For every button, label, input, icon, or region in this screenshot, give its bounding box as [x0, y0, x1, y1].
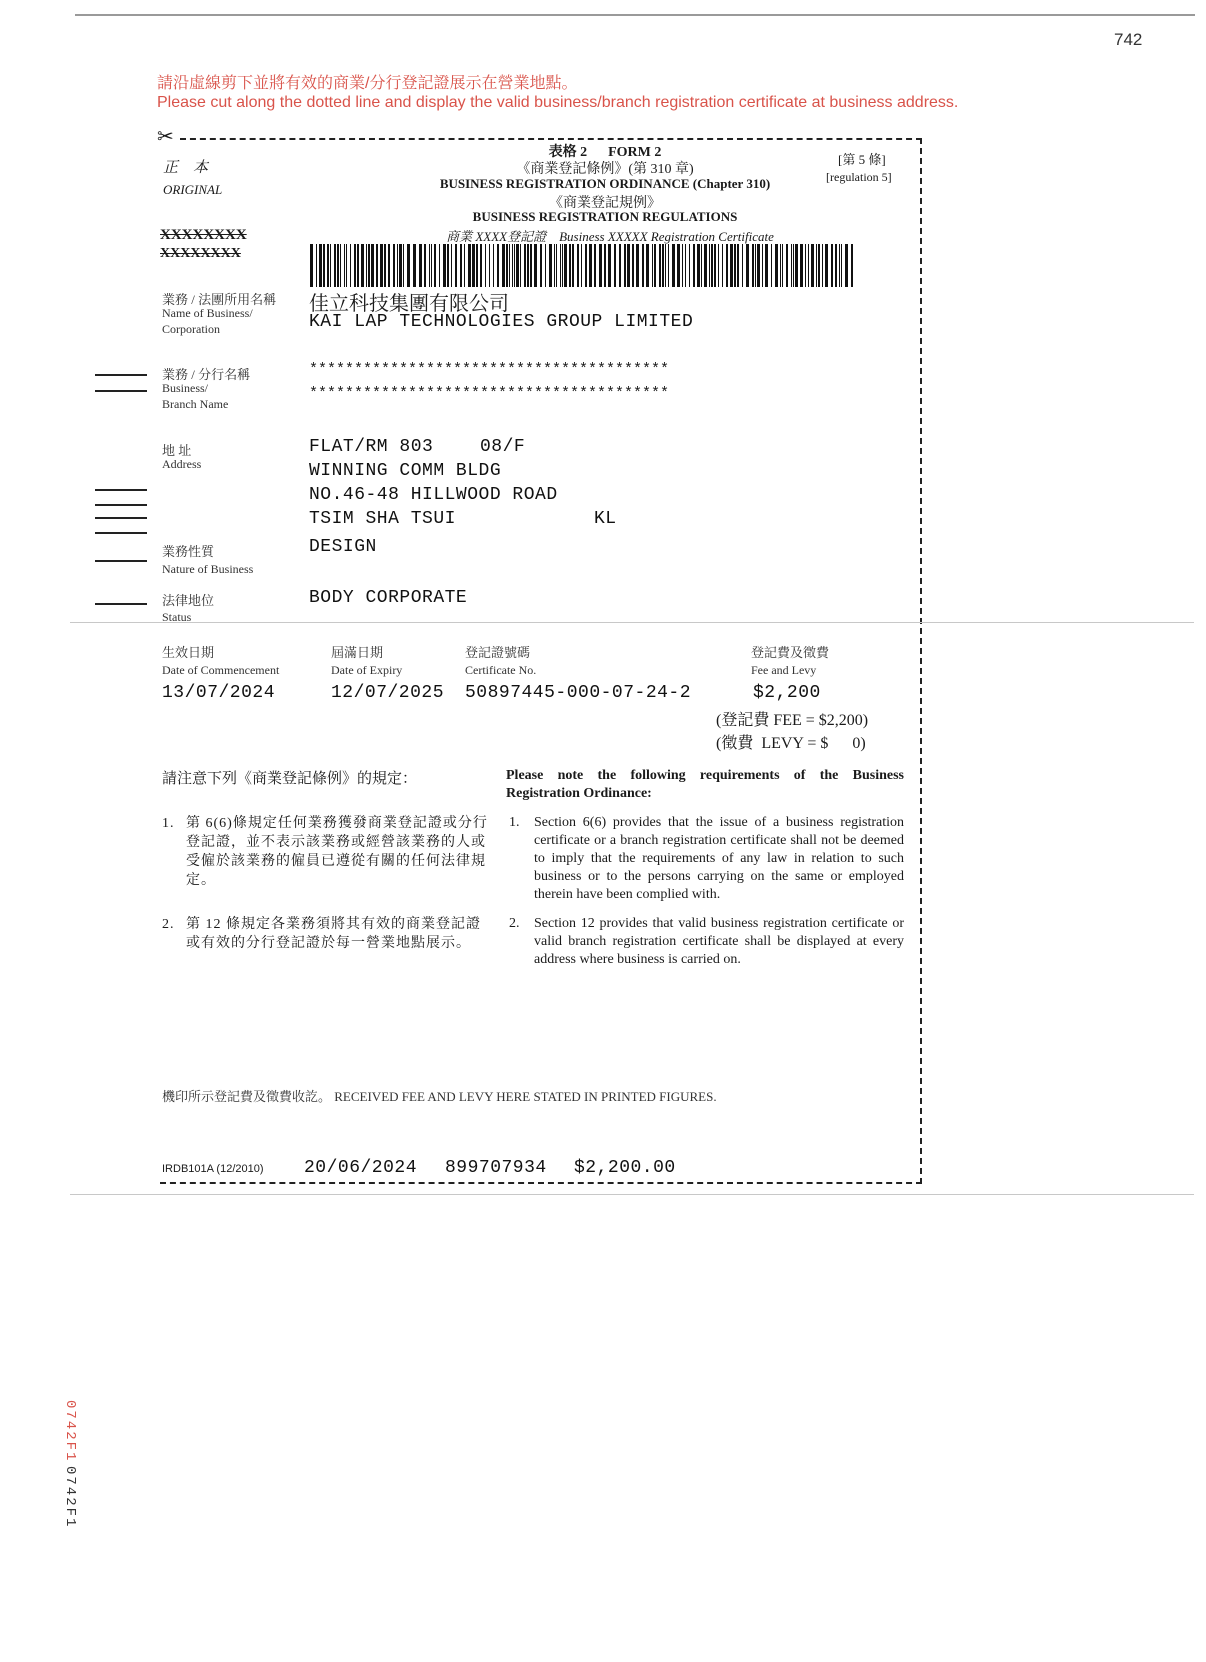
barcode-bar	[791, 244, 792, 287]
barcode-bar	[627, 244, 630, 287]
legal-status: BODY CORPORATE	[309, 588, 468, 608]
barcode-bar	[589, 244, 592, 287]
barcode-bar	[371, 244, 374, 287]
barcode-bar	[662, 244, 664, 287]
notes-heading-en: Please note the following requirements of the Business Registration Ordinance:	[506, 768, 904, 801]
barcode-bar	[346, 244, 347, 287]
barcode-bar	[344, 244, 345, 287]
barcode-bar	[368, 244, 370, 287]
barcode-bar	[811, 244, 814, 287]
receipt-statement: 機印所示登記費及徵費收訖。 RECEIVED FEE AND LEVY HERE STATED IN PRINTED FIGURES.	[162, 1089, 717, 1104]
nature-of-business: DESIGN	[309, 537, 377, 557]
barcode-bar	[714, 244, 716, 287]
barcode-bar	[564, 244, 567, 287]
barcode-bar	[476, 244, 478, 287]
redacted-text-1: XXXXXXXX	[160, 227, 247, 243]
barcode-bar	[407, 244, 410, 287]
barcode-bar	[472, 244, 475, 287]
nature-label-en: Nature of Business	[162, 562, 254, 576]
barcode-bar	[711, 244, 713, 287]
address-line-3: NO.46-48 HILLWOOD ROAD	[309, 485, 558, 505]
note-2-zh: 第 12 條規定各業務須將其有效的商業登記證或有效的分行登記證於每一營業地點展示。	[186, 917, 481, 951]
barcode-bar	[845, 244, 848, 287]
branch-name-line-1: ****************************************	[309, 361, 670, 378]
margin-marker	[95, 517, 147, 519]
barcode-bar	[775, 244, 778, 287]
nature-label-zh: 業務性質	[162, 544, 215, 559]
barcode-bar	[540, 244, 542, 287]
barcode-bar	[624, 244, 626, 287]
barcode-bar	[493, 244, 494, 287]
barcode-bar	[509, 244, 510, 287]
barcode-bar	[841, 244, 842, 287]
ordinance-en: BUSINESS REGISTRATION ORDINANCE (Chapter 310)	[439, 176, 771, 191]
margin-marker	[95, 374, 147, 376]
barcode-bar	[524, 244, 526, 287]
barcode-bar	[726, 244, 728, 287]
note-1-zh: 第 6(6)條規定任何業務獲發商業登記證或分行登記證，並不表示該業務或經營該業務的人或受僱於該業務的僱員已遵從有關的任何法律規定。	[186, 816, 488, 888]
barcode-bar	[443, 244, 446, 287]
barcode-bar	[316, 244, 317, 287]
barcode-bar	[762, 244, 763, 287]
receipt-number: 899707934	[445, 1158, 547, 1178]
barcode-bar	[795, 244, 798, 287]
barcode-bar	[608, 244, 611, 287]
notes-heading-zh: 請注意下列《商業登記條例》的規定：	[162, 771, 418, 787]
barcode-bar	[562, 244, 563, 287]
original-en: ORIGINAL	[163, 182, 223, 197]
barcode-bar	[619, 244, 621, 287]
expiry-label-en: Date of Expiry	[331, 663, 403, 677]
barcode-bar	[330, 244, 331, 287]
business-name-zh: 佳立科技集團有限公司	[309, 293, 509, 315]
barcode-bar	[822, 244, 823, 287]
barcode-bar	[464, 244, 465, 287]
barcode-bar	[808, 244, 809, 287]
barcode-bar	[757, 244, 760, 287]
barcode-bar	[805, 244, 806, 287]
barcode-bar	[468, 244, 471, 287]
commencement-date: 13/07/2024	[162, 683, 276, 703]
regulations-zh: 《商業登記規例》	[549, 196, 661, 211]
barcode-bar	[782, 244, 783, 287]
barcode-bar	[693, 244, 695, 287]
barcode-bar	[520, 244, 521, 287]
barcode-bar	[737, 244, 739, 287]
barcode-bar	[752, 244, 754, 287]
paper-fold-line	[70, 622, 1194, 623]
name-label-zh: 業務 / 法團所用名稱	[162, 292, 277, 307]
barcode-bar	[632, 244, 634, 287]
barcode-bar	[800, 244, 803, 287]
levy-breakdown: (徵費 LEVY = $ 0)	[716, 735, 866, 752]
fee-label-zh: 登記費及徵費	[751, 645, 830, 660]
note-1-en: Section 6(6) provides that the issue of a business registration certificate or a branch registration certificate shall not be deemed to imply that the requirements of any law in relation to such business or to the persons carrying on the same or employed therein have been complied with.	[534, 815, 904, 902]
barcode-bar	[835, 244, 837, 287]
receipt-date: 20/06/2024	[304, 1158, 418, 1178]
barcode-bar	[685, 244, 686, 287]
address-line-4a: TSIM SHA TSUI	[309, 509, 456, 529]
page-number: 742	[1114, 30, 1143, 49]
ordinance-zh: 《商業登記條例》(第 310 章)	[516, 162, 694, 177]
scissors-icon: ✂	[157, 126, 174, 148]
status-label-en: Status	[162, 610, 192, 624]
address-line-2: WINNING COMM BLDG	[309, 461, 502, 481]
barcode-bar	[746, 244, 749, 287]
note-1-number-zh: 1.	[162, 816, 175, 831]
barcode-bar	[682, 244, 683, 287]
barcode-bar	[310, 244, 313, 287]
barcode-bar	[480, 244, 482, 287]
barcode-bar	[851, 244, 853, 287]
barcode-bar	[599, 244, 602, 287]
name-label-en-1: Name of Business/	[162, 306, 253, 320]
barcode-bar	[506, 244, 508, 287]
cut-line-right	[920, 138, 922, 1184]
barcode-bar	[765, 244, 768, 287]
barcode-bar	[569, 244, 571, 287]
address-line-1b: 08/F	[480, 437, 526, 457]
form-code: IRDB101A (12/2010)	[162, 1163, 264, 1175]
barcode-bar	[742, 244, 743, 287]
barcode-bar	[350, 244, 351, 287]
barcode-bar	[816, 244, 817, 287]
barcode-bar	[730, 244, 733, 287]
note-2-en: Section 12 provides that valid business registration certificate or valid branch registration certificate shall be displayed at every address where business is carried on.	[534, 916, 904, 967]
barcode-bar	[497, 244, 499, 287]
margin-marker	[95, 504, 147, 506]
certificate-no-label-zh: 登記證號碼	[465, 645, 531, 660]
barcode-bar	[554, 244, 555, 287]
original-zh: 正 本	[163, 160, 209, 176]
barcode-bar	[434, 244, 436, 287]
barcode-bar	[585, 244, 587, 287]
barcode-bar	[701, 244, 702, 287]
barcode-bar	[334, 244, 336, 287]
certificate-title: 商業 XXXX登記證 Business XXXXX Registration Certificate	[446, 229, 774, 244]
barcode	[310, 244, 855, 287]
margin-marker	[95, 532, 147, 534]
margin-code: 0742F1	[62, 1466, 78, 1529]
branch-label-en-1: Business/	[162, 381, 209, 395]
barcode-bar	[376, 244, 378, 287]
top-scan-edge	[75, 14, 1195, 16]
barcode-bar	[668, 244, 669, 287]
barcode-bar	[825, 244, 828, 287]
barcode-bar	[636, 244, 639, 287]
branch-label-en-2: Branch Name	[162, 397, 229, 411]
barcode-bar	[485, 244, 486, 287]
barcode-bar	[431, 244, 432, 287]
barcode-bar	[604, 244, 606, 287]
barcode-bar	[337, 244, 339, 287]
certificate-no-label-en: Certificate No.	[465, 663, 537, 677]
form-number: 表格 2 FORM 2	[548, 145, 662, 160]
barcode-bar	[451, 244, 452, 287]
barcode-bar	[549, 244, 552, 287]
redacted-text-2: XXXXXXXX	[160, 246, 241, 261]
note-2-number-en: 2.	[509, 916, 520, 931]
barcode-bar	[340, 244, 341, 287]
barcode-bar	[429, 244, 430, 287]
margin-code-red: 0742F1	[62, 1400, 78, 1463]
barcode-bar	[366, 244, 367, 287]
barcode-bar	[771, 244, 772, 287]
barcode-bar	[560, 244, 561, 287]
branch-name-line-2: ****************************************	[309, 385, 670, 402]
note-2-number-zh: 2.	[162, 917, 175, 932]
barcode-bar	[581, 244, 582, 287]
regulation-en: [regulation 5]	[826, 170, 892, 184]
barcode-bar	[642, 244, 644, 287]
barcode-bar	[419, 244, 422, 287]
barcode-bar	[659, 244, 661, 287]
barcode-bar	[646, 244, 649, 287]
barcode-bar	[403, 244, 404, 287]
margin-marker	[95, 390, 147, 392]
barcode-bar	[614, 244, 616, 287]
barcode-bar	[545, 244, 546, 287]
fee-amount: $2,200	[753, 683, 821, 703]
barcode-bar	[439, 244, 440, 287]
barcode-bar	[677, 244, 680, 287]
barcode-bar	[755, 244, 756, 287]
cut-line-top	[180, 138, 922, 140]
barcode-bar	[357, 244, 359, 287]
barcode-bar	[672, 244, 675, 287]
name-label-en-2: Corporation	[162, 322, 220, 336]
barcode-bar	[818, 244, 820, 287]
margin-marker	[95, 603, 147, 605]
barcode-bar	[384, 244, 386, 287]
barcode-bar	[447, 244, 449, 287]
barcode-bar	[393, 244, 395, 287]
address-label-zh: 地 址	[162, 443, 192, 458]
barcode-bar	[786, 244, 788, 287]
address-line-1a: FLAT/RM 803	[309, 437, 434, 457]
barcode-bar	[722, 244, 723, 287]
expiry-label-zh: 屆滿日期	[331, 645, 384, 660]
barcode-bar	[516, 244, 519, 287]
address-label-en: Address	[162, 457, 202, 471]
cut-notice-zh: 請沿虛線剪下並將有效的商業/分行登記證展示在營業地點。	[157, 75, 578, 92]
barcode-bar	[697, 244, 700, 287]
barcode-bar	[654, 244, 656, 287]
barcode-bar	[831, 244, 833, 287]
barcode-bar	[572, 244, 574, 287]
barcode-bar	[323, 244, 325, 287]
barcode-bar	[577, 244, 579, 287]
address-line-4b: KL	[594, 509, 617, 529]
barcode-bar	[361, 244, 364, 287]
barcode-bar	[413, 244, 416, 287]
margin-marker	[95, 560, 147, 562]
barcode-bar	[689, 244, 690, 287]
barcode-bar	[460, 244, 462, 287]
barcode-bar	[455, 244, 457, 287]
barcode-bar	[514, 244, 515, 287]
barcode-bar	[319, 244, 322, 287]
status-label-zh: 法律地位	[162, 593, 215, 608]
barcode-bar	[380, 244, 383, 287]
barcode-bar	[556, 244, 557, 287]
barcode-bar	[734, 244, 736, 287]
note-1-number-en: 1.	[509, 815, 520, 830]
expiry-date: 12/07/2025	[331, 683, 445, 703]
barcode-bar	[793, 244, 794, 287]
receipt-amount: $2,200.00	[574, 1158, 676, 1178]
commencement-label-en: Date of Commencement	[162, 663, 280, 677]
regulations-en: BUSINESS REGISTRATION REGULATIONS	[472, 209, 738, 224]
commencement-label-zh: 生效日期	[162, 645, 215, 660]
branch-label-zh: 業務 / 分行名稱	[162, 367, 251, 382]
barcode-bar	[424, 244, 426, 287]
paper-bottom-edge	[70, 1194, 1194, 1195]
barcode-bar	[388, 244, 390, 287]
barcode-bar	[502, 244, 505, 287]
barcode-bar	[327, 244, 329, 287]
cut-line-bottom	[160, 1182, 922, 1184]
barcode-bar	[489, 244, 490, 287]
barcode-bar	[665, 244, 666, 287]
barcode-bar	[399, 244, 402, 287]
business-name-en: KAI LAP TECHNOLOGIES GROUP LIMITED	[309, 312, 694, 332]
barcode-bar	[594, 244, 596, 287]
barcode-bar	[530, 244, 532, 287]
barcode-bar	[397, 244, 398, 287]
barcode-bar	[780, 244, 781, 287]
fee-breakdown: (登記費 FEE = $2,200)	[716, 712, 869, 729]
barcode-bar	[839, 244, 840, 287]
barcode-bar	[652, 244, 653, 287]
barcode-bar	[709, 244, 710, 287]
fee-label-en: Fee and Levy	[751, 663, 817, 677]
barcode-bar	[354, 244, 356, 287]
barcode-bar	[527, 244, 529, 287]
barcode-bar	[512, 244, 513, 287]
barcode-bar	[534, 244, 537, 287]
cut-notice-en: Please cut along the dotted line and display the valid business/branch registration certificate at business address.	[157, 94, 959, 111]
barcode-bar	[704, 244, 707, 287]
barcode-bar	[718, 244, 719, 287]
margin-marker	[95, 489, 147, 491]
regulation-zh: [第 5 條]	[838, 152, 886, 167]
certificate-number: 50897445-000-07-24-2	[465, 683, 692, 703]
